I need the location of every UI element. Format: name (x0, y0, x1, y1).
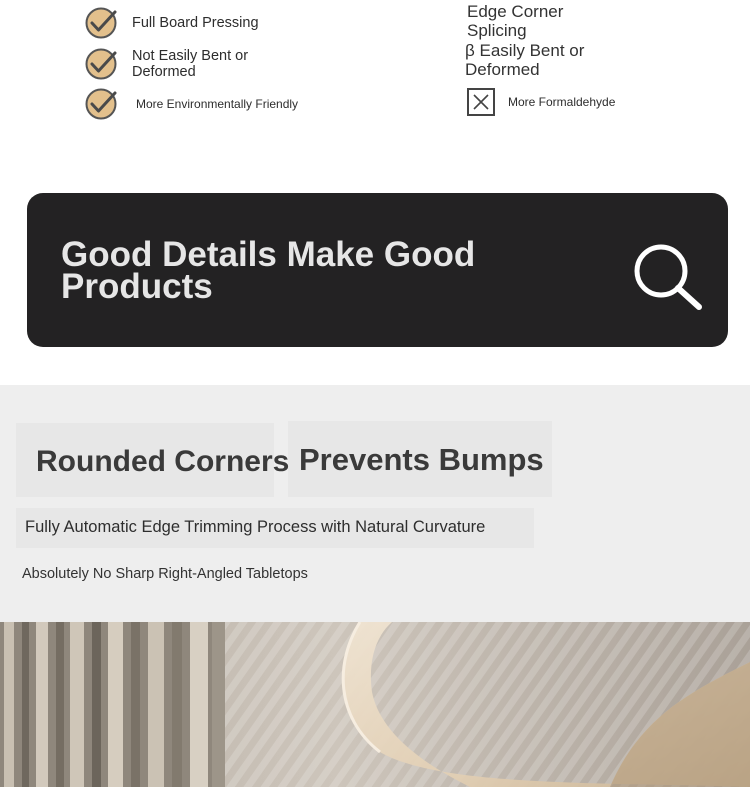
list-item (467, 2, 617, 40)
item-label: Full Board Pressing (132, 15, 259, 31)
list-item (465, 41, 635, 79)
search-icon (633, 243, 703, 311)
item-label: More Environmentally Friendly (136, 97, 299, 111)
item-label: β Easily Bent or Deformed (465, 41, 585, 79)
comparison-section (0, 0, 750, 160)
list-item (84, 7, 259, 39)
item-label: Edge Corner Splicing (467, 2, 564, 40)
rounded-corners-section (0, 385, 750, 622)
details-banner (27, 193, 728, 347)
table-edge-image (0, 622, 750, 787)
curtain-graphic (0, 622, 225, 787)
product-photo (0, 622, 750, 787)
item-label: More Formaldehyde (508, 95, 616, 109)
banner-title: Good Details Make Good Products (61, 235, 476, 306)
list-item (84, 88, 298, 120)
heading-prevents-bumps: Prevents Bumps (299, 442, 544, 477)
list-item (84, 48, 272, 80)
check-circle-icon (84, 7, 118, 39)
heading-rounded-corners: Rounded Corners (36, 445, 290, 478)
check-circle-icon (84, 88, 118, 120)
item-label: Not Easily Bent or Deformed (132, 48, 249, 80)
features-subtitle: Fully Automatic Edge Trimming Process with Natural Curvature (25, 518, 486, 536)
features-note: Absolutely No Sharp Right-Angled Tabletops (22, 566, 308, 582)
x-box-icon (467, 88, 495, 116)
check-circle-icon (84, 48, 118, 80)
list-item (467, 88, 615, 116)
